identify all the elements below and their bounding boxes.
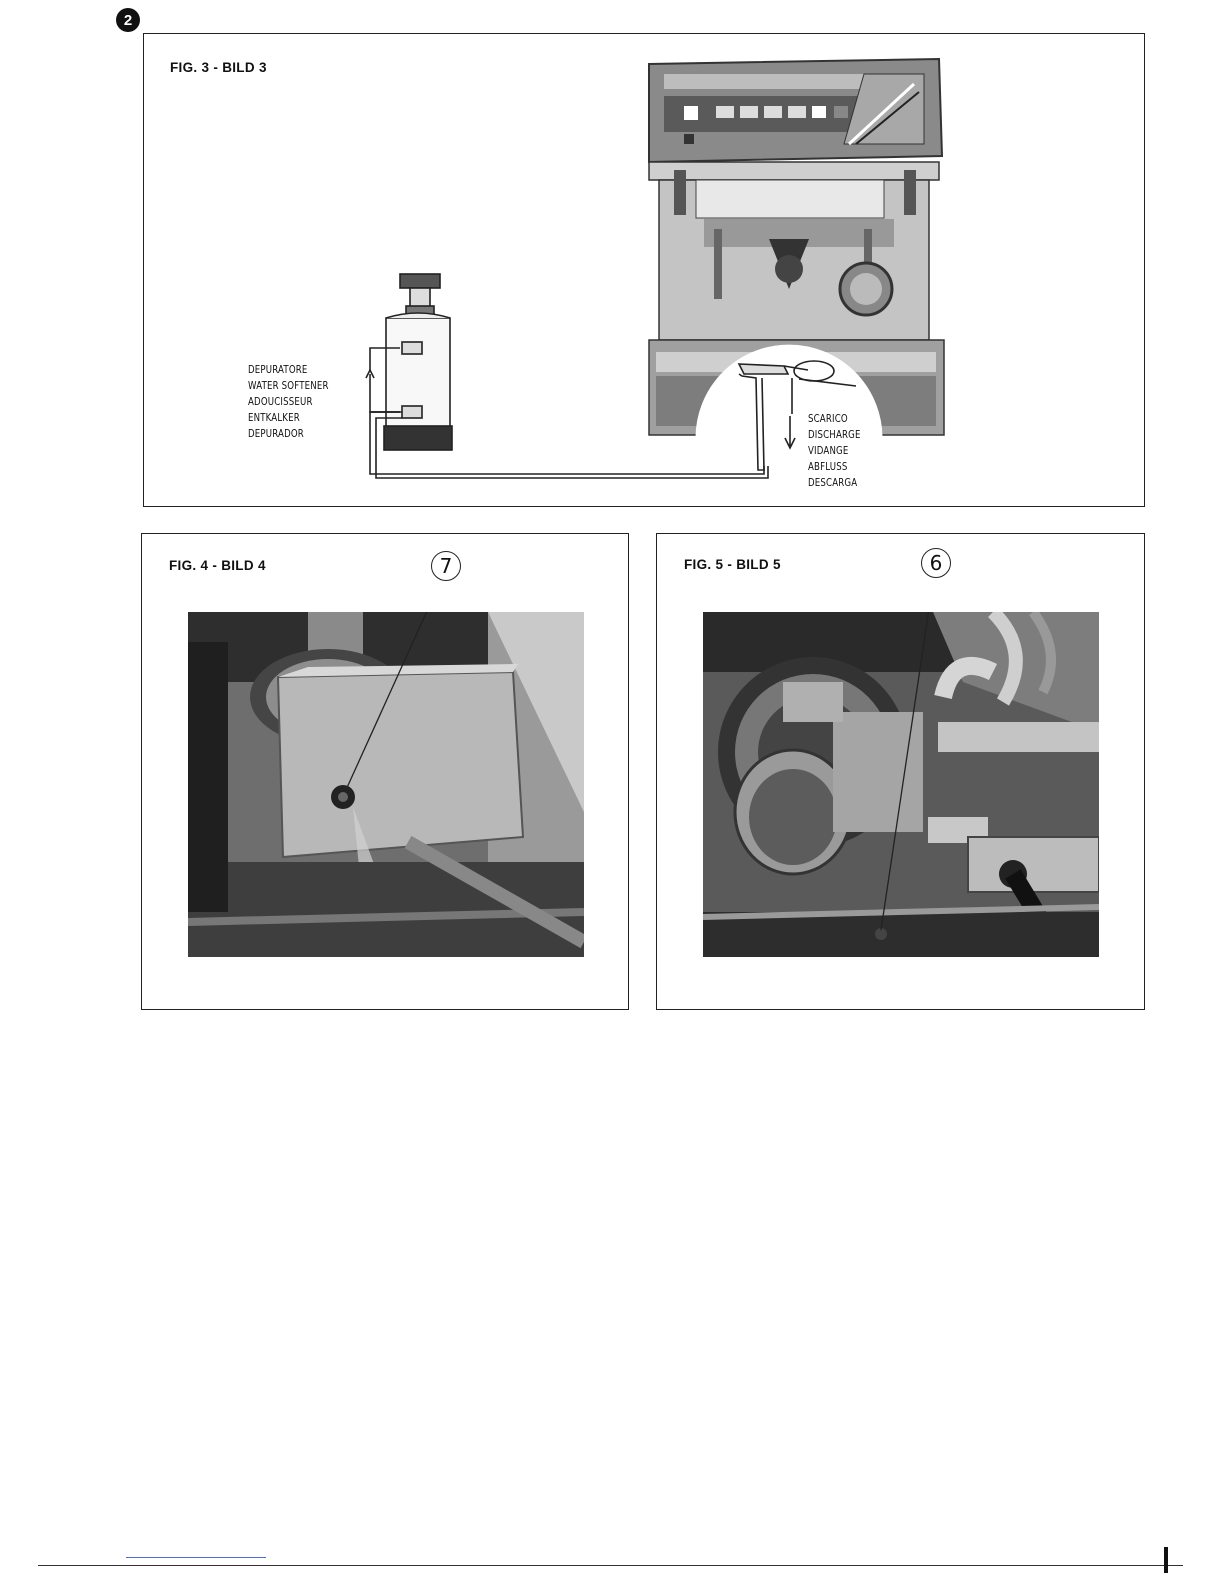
callout-7: 7 (431, 551, 461, 581)
discharge-label: DESCARGA (808, 477, 858, 489)
water-softener-label: WATER SOFTENER (248, 380, 329, 392)
discharge-label-stack (808, 411, 861, 491)
figure-3-title: FIG. 3 - BILD 3 (170, 60, 267, 75)
discharge-label: VIDANGE (808, 445, 849, 457)
callout-6: 6 (921, 548, 951, 578)
water-softener-label: DEPURADOR (248, 428, 304, 440)
water-softener-label: DEPURATORE (248, 364, 308, 376)
footer-link-underline (126, 1557, 266, 1558)
page-edge-mark (1164, 1547, 1168, 1573)
water-softener-tank-illustration (384, 274, 452, 450)
figure-3-panel (143, 33, 1145, 507)
discharge-label: DISCHARGE (808, 429, 861, 441)
figure-4-panel (141, 533, 629, 1010)
discharge-label: SCARICO (808, 413, 848, 425)
footer-rule (38, 1565, 1183, 1566)
figure-5-photo (703, 612, 1099, 957)
water-softener-label: ENTKALKER (248, 412, 300, 424)
water-softener-label: ADOUCISSEUR (248, 396, 313, 408)
water-softener-label-stack (248, 362, 329, 442)
discharge-label: ABFLUSS (808, 461, 848, 473)
figure-4-title: FIG. 4 - BILD 4 (169, 558, 266, 573)
figure-5-panel (656, 533, 1145, 1010)
figure-5-title: FIG. 5 - BILD 5 (684, 557, 781, 572)
figure-4-photo (188, 612, 584, 957)
page-number-badge: 2 (116, 8, 140, 32)
